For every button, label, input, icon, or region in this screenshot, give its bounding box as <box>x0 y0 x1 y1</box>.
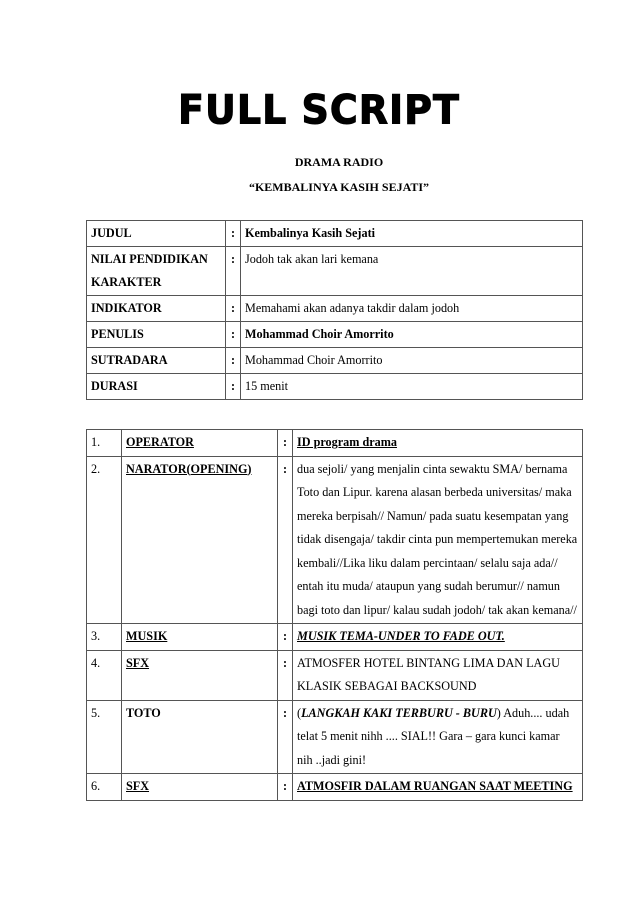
info-separator: : <box>226 247 241 296</box>
role-label: MUSIK <box>122 624 278 651</box>
info-separator: : <box>226 296 241 322</box>
info-separator: : <box>226 374 241 400</box>
info-row-durasi <box>87 374 583 400</box>
row-content <box>293 624 583 651</box>
info-label <box>87 247 226 296</box>
content-paren: ( <box>297 705 302 720</box>
script-row <box>87 624 583 651</box>
info-row-sutradara <box>87 348 583 374</box>
info-label: PENULIS <box>87 322 226 348</box>
row-number: 4. <box>87 650 122 700</box>
row-content: dua sejoli/ yang menjalin cinta sewaktu SMA/ bernama Toto dan Lipur. karena alasan berbeda universitas/ maka mereka berpisah// Namun/ pada suatu kesempatan yang tidak disengaja/ takdir cinta pun mempertemukan mereka kembali//Lika liku dalam percintaan/ selalu saja ada// entah itu muda/ ataupun yang sudah berumur// namun bagi toto dan lipur/ kalau sudah jodoh/ tak akan kemana// <box>293 456 583 624</box>
info-label: JUDUL <box>87 221 226 247</box>
script-row <box>87 430 583 457</box>
info-value: Jodoh tak akan lari kemana <box>241 247 583 296</box>
row-content <box>293 774 583 801</box>
row-number: 2. <box>87 456 122 624</box>
script-table <box>86 429 583 801</box>
info-row-nilai-pendidikan <box>87 247 583 296</box>
info-separator: : <box>226 221 241 247</box>
row-number: 5. <box>87 700 122 774</box>
info-separator: : <box>226 322 241 348</box>
content-text: ATMOSFIR DALAM RUANGAN SAAT MEETING <box>297 779 573 793</box>
row-number: 1. <box>87 430 122 457</box>
script-row <box>87 774 583 801</box>
info-label-text: NILAI PENDIDIKAN KARAKTER <box>91 252 208 289</box>
drama-title: “KEMBALINYA KASIH SEJATI” <box>248 180 430 194</box>
row-content <box>293 700 583 774</box>
role-label: SFX <box>122 774 278 801</box>
role-label: NARATOR(OPENING) <box>122 456 278 624</box>
info-value: 15 menit <box>241 374 583 400</box>
script-row <box>87 650 583 700</box>
info-value: Mohammad Choir Amorrito <box>241 348 583 374</box>
row-number: 3. <box>87 624 122 651</box>
row-content <box>293 430 583 457</box>
row-number: 6. <box>87 774 122 801</box>
info-table <box>86 220 583 400</box>
stage-direction: LANGKAH KAKI TERBURU - BURU <box>301 705 497 720</box>
role-label: OPERATOR <box>122 430 278 457</box>
info-row-penulis <box>87 322 583 348</box>
row-separator: : <box>278 430 293 457</box>
row-separator: : <box>278 774 293 801</box>
info-row-indikator <box>87 296 583 322</box>
info-label: DURASI <box>87 374 226 400</box>
content-text: ID program drama <box>297 435 397 449</box>
row-content: ATMOSFER HOTEL BINTANG LIMA DAN LAGU KLASIK SEBAGAI BACKSOUND <box>293 650 583 700</box>
info-value: Mohammad Choir Amorrito <box>241 322 583 348</box>
row-separator: : <box>278 456 293 624</box>
info-separator: : <box>226 348 241 374</box>
script-row <box>87 456 583 624</box>
info-label: SUTRADARA <box>87 348 226 374</box>
info-row-judul <box>87 221 583 247</box>
row-separator: : <box>278 700 293 774</box>
role-label: SFX <box>122 650 278 700</box>
document-title: FULL SCRIPT <box>178 86 460 134</box>
info-value: Kembalinya Kasih Sejati <box>241 221 583 247</box>
content-text: MUSIK TEMA-UNDER TO FADE OUT. <box>297 629 505 643</box>
row-separator: : <box>278 650 293 700</box>
row-separator: : <box>278 624 293 651</box>
info-value: Memahami akan adanya takdir dalam jodoh <box>241 296 583 322</box>
role-label: TOTO <box>122 700 278 774</box>
dialogue-text: ) Aduh.... udah telat 5 menit nihh .... SIAL!! Gara – gara kunci kamar nih ..jadi gini! <box>297 705 570 767</box>
document-subtitle: DRAMA RADIO <box>294 155 384 169</box>
script-row <box>87 700 583 774</box>
info-label: INDIKATOR <box>87 296 226 322</box>
